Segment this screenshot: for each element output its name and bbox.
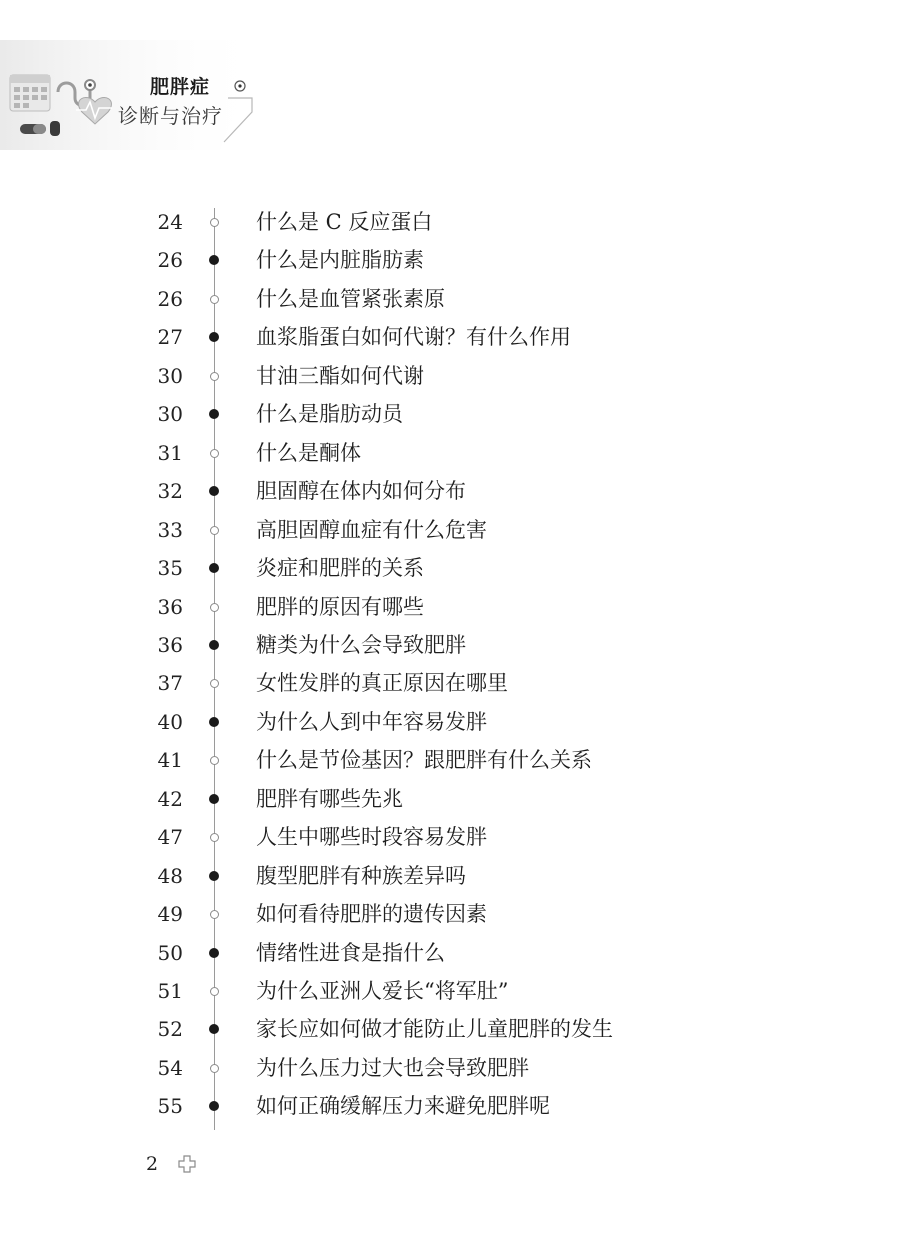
toc-entry-title: 胆固醇在体内如何分布 [256, 479, 466, 504]
toc-page-number: 40 [157, 709, 183, 734]
toc-page-number: 27 [157, 325, 183, 350]
toc-entry-title: 如何正确缓解压力来避免肥胖呢 [256, 1094, 550, 1119]
open-dot-icon [210, 833, 219, 842]
filled-dot-icon [209, 563, 219, 573]
toc-entry[interactable] [0, 593, 900, 631]
toc-entry-title: 什么是脂肪动员 [256, 402, 403, 427]
toc-entry[interactable] [0, 246, 900, 284]
toc-page-number: 51 [157, 979, 183, 1003]
toc-entry[interactable] [0, 746, 900, 784]
open-dot-icon [210, 372, 219, 381]
open-dot-icon [210, 295, 219, 304]
toc-entry[interactable] [0, 1015, 900, 1053]
toc-page-number: 35 [157, 556, 183, 581]
toc-entry-title: 肥胖的原因有哪些 [256, 594, 424, 619]
toc-entry-title: 为什么人到中年容易发胖 [256, 709, 487, 734]
book-title: 肥胖症 [150, 76, 211, 98]
toc-page-number: 26 [157, 248, 183, 273]
toc-entry[interactable] [0, 1092, 900, 1130]
toc-page-number: 30 [157, 363, 183, 388]
open-dot-icon [210, 218, 219, 227]
toc-page-number: 33 [157, 517, 183, 542]
toc-entry[interactable] [0, 939, 900, 977]
toc-page-number: 32 [157, 479, 183, 504]
toc-entry[interactable] [0, 208, 900, 246]
filled-dot-icon [209, 332, 219, 342]
toc-page-number: 26 [157, 286, 183, 311]
open-dot-icon [210, 756, 219, 765]
toc-page-number: 31 [157, 440, 183, 465]
toc-page-number: 36 [157, 594, 183, 619]
filled-dot-icon [209, 948, 219, 958]
plus-icon [178, 1155, 196, 1173]
toc-entry[interactable] [0, 977, 900, 1015]
toc-entry[interactable] [0, 631, 900, 669]
toc-entry-title: 女性发胖的真正原因在哪里 [256, 671, 508, 696]
filled-dot-icon [209, 255, 219, 265]
toc-entry-title: 什么是酮体 [256, 440, 361, 465]
toc-entry-title: 炎症和肥胖的关系 [256, 556, 424, 581]
toc-entry-title: 什么是 C 反应蛋白 [256, 210, 433, 234]
toc-entry[interactable] [0, 823, 900, 861]
toc-entry[interactable] [0, 362, 900, 400]
toc-entry-title: 为什么压力过大也会导致肥胖 [256, 1055, 529, 1080]
open-dot-icon [210, 526, 219, 535]
calendar-icon [10, 75, 50, 111]
toc-entry-title: 为什么亚洲人爱长“将军肚” [256, 979, 509, 1003]
toc-entry-title: 情绪性进食是指什么 [256, 940, 445, 965]
toc-entry-title: 腹型肥胖有种族差异吗 [256, 863, 466, 888]
page-header [0, 0, 900, 170]
toc-entry[interactable] [0, 554, 900, 592]
toc-entry[interactable] [0, 862, 900, 900]
toc-page-number: 30 [157, 402, 183, 427]
open-dot-icon [210, 603, 219, 612]
toc-entry-title: 糖类为什么会导致肥胖 [256, 632, 466, 657]
toc-page-number: 55 [157, 1094, 183, 1119]
toc-entry-title: 什么是节俭基因？跟肥胖有什么关系 [256, 748, 592, 773]
open-dot-icon [210, 679, 219, 688]
toc-page-number: 49 [157, 902, 183, 927]
toc-entry-title: 甘油三酯如何代谢 [256, 363, 424, 388]
toc-page-number: 24 [157, 210, 183, 234]
toc-entry[interactable] [0, 900, 900, 938]
toc-entry-title: 什么是内脏脂肪素 [256, 248, 424, 273]
filled-dot-icon [209, 640, 219, 650]
toc-entry[interactable] [0, 477, 900, 515]
toc-entry[interactable] [0, 785, 900, 823]
toc-entry[interactable] [0, 323, 900, 361]
toc-entry[interactable] [0, 1054, 900, 1092]
open-dot-icon [210, 449, 219, 458]
book-subtitle: 诊断与治疗 [118, 104, 223, 128]
toc-page-number: 48 [157, 863, 183, 888]
toc-entry[interactable] [0, 669, 900, 707]
toc-page-number: 50 [157, 940, 183, 965]
open-dot-icon [210, 910, 219, 919]
toc-entry-title: 家长应如何做才能防止儿童肥胖的发生 [256, 1017, 613, 1042]
filled-dot-icon [209, 871, 219, 881]
toc-page-number: 42 [157, 786, 183, 811]
toc-page-number: 52 [157, 1017, 183, 1042]
toc-page-number: 37 [157, 671, 183, 696]
toc-entry-title: 高胆固醇血症有什么危害 [256, 517, 487, 542]
toc-entry[interactable] [0, 285, 900, 323]
toc-entry[interactable] [0, 516, 900, 554]
toc-page-number: 47 [157, 825, 183, 850]
open-dot-icon [210, 987, 219, 996]
filled-dot-icon [209, 1101, 219, 1111]
page-number: 2 [146, 1153, 159, 1175]
filled-dot-icon [209, 717, 219, 727]
toc-entry-title: 血浆脂蛋白如何代谢？有什么作用 [256, 325, 571, 350]
toc-entry-title: 什么是血管紧张素原 [256, 286, 445, 311]
toc-entry[interactable] [0, 400, 900, 438]
filled-dot-icon [209, 794, 219, 804]
toc-entry[interactable] [0, 708, 900, 746]
toc-entry[interactable] [0, 439, 900, 477]
toc-page-number: 54 [157, 1055, 183, 1080]
toc-entry-title: 如何看待肥胖的遗传因素 [256, 902, 487, 927]
toc-entry-title: 肥胖有哪些先兆 [256, 786, 403, 811]
filled-dot-icon [209, 409, 219, 419]
filled-dot-icon [209, 1024, 219, 1034]
filled-dot-icon [209, 486, 219, 496]
toc-entry-title: 人生中哪些时段容易发胖 [256, 825, 487, 850]
toc-page-number: 36 [157, 632, 183, 657]
toc-page-number: 41 [157, 748, 183, 773]
open-dot-icon [210, 1064, 219, 1073]
